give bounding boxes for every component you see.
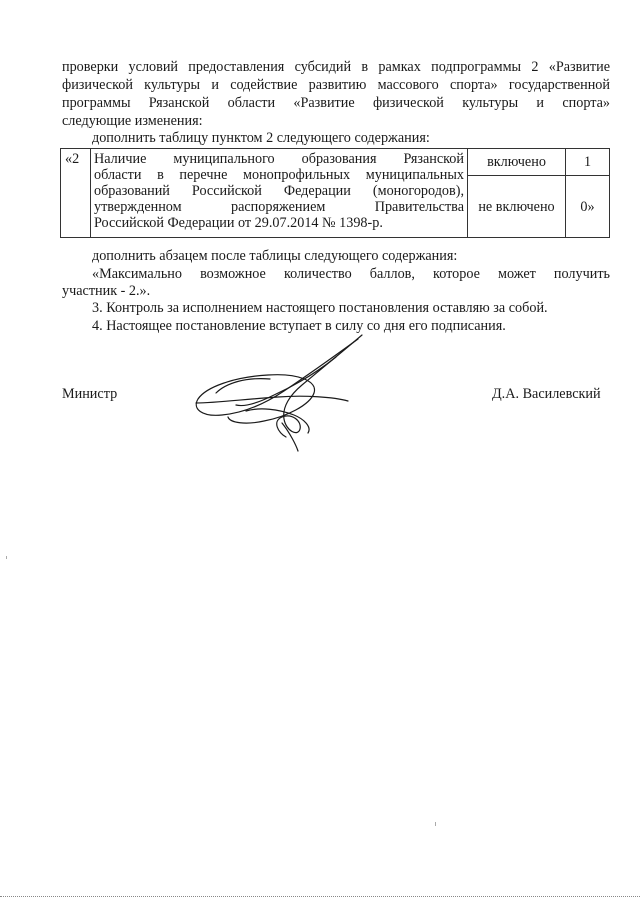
- intro-line-4: следующие изменения:: [62, 113, 203, 129]
- criterion-description: [91, 149, 468, 238]
- scan-speck: [6, 556, 7, 559]
- score-column: [566, 149, 610, 238]
- scan-speck: [435, 822, 436, 826]
- description-line: Российской Федерации от 29.07.2014 № 1398-р.: [94, 215, 383, 231]
- description-line: утвержденном распоряжением Правительства: [94, 199, 464, 215]
- table-row: [61, 149, 610, 238]
- criteria-table: [60, 148, 610, 238]
- description-line: области в перечне монопрофильных муниципальных: [94, 167, 464, 183]
- intro-line-1: проверки условий предоставления субсидий в рамках подпрограммы 2 «Развитие: [62, 59, 610, 75]
- signatory-name: Д.А. Василевский: [492, 386, 601, 402]
- status-column: [468, 149, 566, 238]
- after-line-3: участник - 2.».: [62, 283, 151, 299]
- after-line-1: дополнить абзацем после таблицы следующего содержания:: [92, 248, 458, 264]
- scan-edge-line: [0, 896, 640, 897]
- after-line-2: «Максимально возможное количество баллов, которое может получить: [92, 266, 610, 282]
- signatory-position: Министр: [62, 386, 118, 402]
- intro-line-5: дополнить таблицу пунктом 2 следующего содержания:: [92, 130, 430, 146]
- score-not-included: 0»: [566, 175, 609, 237]
- status-not-included: не включено: [468, 175, 565, 237]
- description-line: образований Российской Федерации (моногородов),: [94, 183, 464, 199]
- item-number: «2: [61, 149, 91, 238]
- intro-line-2: физической культуры и содействие развитию массового спорта» государственной: [62, 77, 610, 93]
- score-included: 1: [583, 154, 592, 170]
- status-included: включено: [487, 154, 546, 170]
- description-line: Наличие муниципального образования Рязанской: [94, 151, 464, 167]
- handwritten-signature: [186, 333, 376, 453]
- intro-line-3: программы Рязанской области «Развитие физической культуры и спорта»: [62, 95, 610, 111]
- item-4: 4. Настоящее постановление вступает в силу со дня его подписания.: [92, 318, 506, 334]
- item-3: 3. Контроль за исполнением настоящего постановления оставляю за собой.: [92, 300, 548, 316]
